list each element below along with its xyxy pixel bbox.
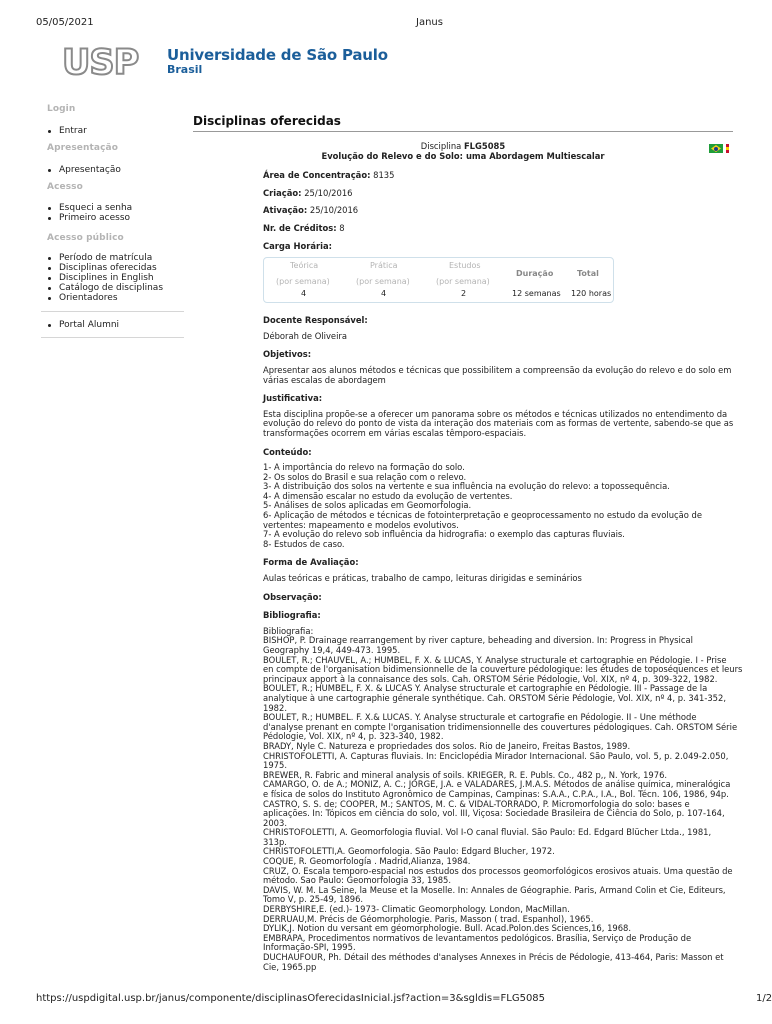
university-name[interactable]: Universidade de São Paulo [167, 46, 388, 64]
bibliography-line: BOULET, R.; HUMBEL, F. X. & LUCAS Y. Analyse structurale et cartographie en Pédologie. III - Passage de la [263, 683, 708, 694]
bibliography-line: COQUE, R. Geomorfología . Madrid,Alianza, 1984. [263, 856, 471, 867]
hours-col-teorica: Teórica [290, 261, 319, 271]
hours-estudos-value: 2 [461, 289, 467, 299]
bibliography-line: DERRUAU,M. Précis de Géomorphologie. Paris, Masson ( trad. Espanhol), 1965. [263, 913, 594, 924]
list-item: 3- A distribuição dos solos na vertente e sua influência na evolução do relevo: a topossequência. [263, 481, 670, 492]
conteudo-heading: Conteúdo: [263, 446, 312, 457]
bibliography-line: DERBYSHIRE,E. (ed.)- 1973- Climatic Geomorphology. London, MacMillan. [263, 904, 570, 915]
list-item: 6- Aplicação de métodos e técnicas de fotointerpretação e geoprocessamento no estudo da evolução de [263, 510, 703, 521]
bibliography-line: CASTRO, S. S. de; COOPER, M.; SANTOS, M. C. & VIDAL-TORRADO, P. Micromorfologia do solo: bases e [263, 798, 690, 809]
conteudo-list [263, 463, 768, 549]
list-item: 8- Estudos de caso. [263, 538, 345, 549]
list-item: 2- Os solos do Brasil e sua relação com o relevo. [263, 471, 467, 482]
bibliography-line: aplicações. In: Tópicos em ciência do solo, vol. III, Viçosa: Sociedade Brasileira de Ciência do Solo, p. 107-164, [263, 808, 725, 819]
bibliography-line: Pédologie, Vol. XIX, nº 4, p. 323-340, 1982. [263, 731, 444, 742]
hours-table [263, 257, 614, 303]
field-ativacao: Ativação: 25/10/2016 [263, 205, 359, 216]
bibliography-line: CHRISTOFOLETTI,A. Geomorfologia. São Paulo: Edgard Blucher, 1972. [263, 846, 555, 857]
sidebar-item-disciplinas-oferecidas[interactable]: Disciplinas oferecidas [59, 263, 184, 273]
observacao-heading: Observação: [263, 591, 322, 602]
bibliography-line: DUCHAUFOUR, Ph. Détail des méthodes d'analyses Annexes in Précis de Pédologie, 413-464, Paris: Masson et [263, 952, 724, 962]
bibliography-line: DAVIS, W. M. La Seine, la Meuse et la Moselle. In: Annales de Géographie. Paris, Armand Colin et Cie, Editeurs, [263, 884, 726, 895]
hours-teorica-value: 4 [301, 289, 307, 299]
bibliography-line: Geography 19,4, 449-473. 1995. [263, 645, 401, 655]
bibliografia-heading: Bibliografia: [263, 610, 321, 621]
justificativa-text: Esta disciplina propõe-se a oferecer um panorama sobre os métodos e técnicas utilizados no entendimento da evolução do relevo do ponto de vista da interação dos materiais com as formas de vertente, sabendo-se que as transformações ocorrem em várias escalas têmporo-espaciais. [263, 408, 734, 438]
bibliography-line: CRUZ, O. Escala temporo-espacial nos estudos dos processos geomorfológicos erosivos atuais. Uma questão de [263, 865, 733, 876]
hours-col-estudos: Estudos [449, 261, 481, 271]
bibliography-line: BRADY, Nyle C. Natureza e propriedades dos solos. Rio de Janeiro, Freitas Bastos, 1989. [263, 740, 631, 751]
sidebar-item-primeiro-acesso[interactable]: Primeiro acesso [59, 213, 184, 223]
print-url: https://uspdigital.usp.br/janus/componente/disciplinasOferecidasInicial.jsf?action=3&sgldis=FLG5085 [36, 993, 546, 1004]
bibliography-line: CHRISTOFOLETTI, A. Geomorfologia fluvial. Vol I-O canal fluvial. São Paulo: Ed. Edgard Blücher Ltda., 1981, [263, 827, 712, 838]
discipline-code: FLG5085 [463, 141, 506, 151]
bibliography-line: 1975. [263, 760, 287, 771]
justificativa-heading: Justificativa: [263, 393, 323, 404]
bibliography-line: analytique à une cartographie génerale synthétique. Cah. ORSTOM Série Pédologie, Vol. XIX, nº 4, p. 341-352, [263, 692, 726, 703]
sidebar [41, 100, 184, 338]
hours-col-duracao: Duração [516, 269, 554, 279]
bibliography-line: BOULET, R.; CHAUVEL, A.; HUMBEL, F. X. & LUCAS, Y. Analyse structurale et cartographie en Pédologie. I - Prise [263, 654, 727, 665]
discipline-prefix: Disciplina [420, 141, 462, 151]
sidebar-item-entrar[interactable]: Entrar [59, 126, 184, 136]
flag-spain-icon[interactable] [726, 144, 729, 153]
sidebar-section-apresentacao: Apresentação [47, 143, 118, 153]
field-creditos: Nr. de Créditos: 8 [263, 222, 345, 233]
list-item: vertentes: mapeamento e modelos evolutivos. [263, 519, 459, 530]
discipline-header [263, 142, 663, 161]
bibliography-line: 313p. [263, 836, 287, 847]
print-date: 05/05/2021 [36, 17, 94, 28]
hours-col-total: Total [577, 269, 599, 279]
sidebar-section-acesso-publico: Acesso público [47, 233, 124, 243]
field-carga-horaria: Carga Horária: [263, 240, 333, 251]
bibliography-line: Bibliografia: [263, 625, 314, 636]
sidebar-section-login: Login [47, 104, 76, 114]
avaliacao-text: Aulas teóricas e práticas, trabalho de campo, leituras dirigidas e seminários [263, 573, 582, 584]
sidebar-item-esqueci-senha[interactable]: Esqueci a senha [59, 203, 184, 213]
sidebar-divider [41, 337, 184, 338]
bibliography-line: d'analyse prenant en compte l'organisation tridimensionnelle des couvertures pédologiques. Cah. ORSTOM Série [263, 721, 738, 732]
hours-pratica-value: 4 [381, 289, 387, 299]
language-flags [709, 144, 739, 154]
hours-duracao-value: 12 semanas [512, 289, 561, 299]
bibliografia-list [263, 627, 768, 972]
bibliography-line: método. Sao Paulo: Geomorfologia 33, 1985. [263, 875, 452, 886]
sidebar-item-periodo-matricula[interactable]: Período de matrícula [59, 253, 184, 263]
field-area: Área de Concentração: 8135 [263, 170, 395, 181]
main-content [193, 114, 768, 972]
bibliography-line: CHRISTOFOLETTI, A. Capturas fluviais. In: Enciclopédia Mirador Internacional. São Paulo, vol. 5, p. 2.049-2.050, [263, 750, 729, 761]
print-page-number: 1/2 [756, 993, 772, 1004]
sidebar-item-disciplines-english[interactable]: Disciplines in English [59, 273, 184, 283]
list-item: 4- A dimensão escalar no estudo da evolução de vertentes. [263, 490, 513, 501]
flag-brazil-icon[interactable] [709, 144, 723, 153]
hours-per-week: (por semana) [436, 277, 490, 287]
sidebar-item-apresentacao[interactable]: Apresentação [59, 165, 184, 175]
print-title: Janus [416, 17, 443, 28]
bibliography-line: 2003. [263, 817, 287, 828]
field-criacao: Criação: 25/10/2016 [263, 187, 353, 198]
sidebar-item-catalogo[interactable]: Catálogo de disciplinas [59, 283, 184, 293]
discipline-name: Evolução do Relevo e do Solo: uma Abordagem Multiescalar [321, 150, 605, 161]
print-header [36, 17, 768, 31]
sidebar-section-acesso: Acesso [47, 182, 83, 192]
page-title: Disciplinas oferecidas [193, 114, 733, 132]
bibliography-line: BISHOP, P. Drainage rearrangement by river capture, beheading and diversion. In: Progress in Physical [263, 635, 693, 646]
bibliography-line: en compte de l'organisation bidimensionnelle de la couverture pédologique: les études de toposéquences et leurs [263, 664, 743, 675]
bibliography-line: 1982. [263, 702, 287, 713]
bibliography-line: CAMARGO, O. de A.; MONIZ, A. C.; JORGE, J.A. e VALADARES, J.M.A.S. Métodos de análise química, mineralógica [263, 779, 731, 790]
bibliography-line: BREWER, R. Fabric and mineral analysis of soils. KRIEGER, R. E. Publs. Co., 482 p,, N. York, 1976. [263, 769, 668, 780]
hours-total-value: 120 horas [571, 289, 612, 299]
hours-per-week: (por semana) [356, 277, 410, 287]
docente-heading: Docente Responsável: [263, 315, 368, 326]
hours-per-week: (por semana) [276, 277, 330, 287]
list-item: 7- A evolução do relevo sob influência da hidrografia: o exemplo das capturas fluviais. [263, 529, 625, 540]
objetivos-heading: Objetivos: [263, 349, 312, 360]
bibliography-line: BOULET, R.; HUMBEL. F. X.& LUCAS. Y. Analyse structurale et cartografie en Pédologie. II - Une méthode [263, 712, 697, 723]
docente-name: Déborah de Oliveira [263, 330, 347, 341]
avaliacao-heading: Forma de Avaliação: [263, 557, 359, 568]
bibliography-line: Cie, 1965.pp [263, 961, 317, 972]
bibliography-line: Tomo V, p. 25-49, 1896. [263, 894, 364, 905]
sidebar-item-portal-alumni[interactable]: Portal Alumni [59, 320, 184, 330]
usp-logo[interactable] [62, 43, 150, 83]
hours-col-pratica: Prática [370, 261, 398, 271]
svg-text:USP: USP [62, 43, 139, 83]
list-item: 5- Análises de solos aplicadas em Geomorfologia. [263, 500, 472, 511]
bibliography-line: EMBRAPA, Procedimentos normativos de levantamentos pedológicos. Brasília, Serviço de Produção de [263, 932, 692, 943]
university-country: Brasil [167, 63, 203, 76]
bibliography-line: e física de solos do Instituto Agronômico de Campinas, Campinas: S.A.A., C.P.A., I.A., Bol. Técn. 106, 1986, 94p. [263, 788, 729, 799]
bibliography-line: Informação-SPI, 1995. [263, 942, 356, 953]
objetivos-text: Apresentar aos alunos métodos e técnicas que possibilitem a compreensão da evolução do relevo e do solo em várias escalas de abordagem [263, 364, 732, 385]
list-item: 1- A importância do relevo na formação do solo. [263, 462, 465, 473]
sidebar-item-orientadores[interactable]: Orientadores [59, 293, 184, 303]
bibliography-line: DYLIK,J. Notion du versant em géomorphologie. Bull. Acad.Polon.des Sciences,16, 1968. [263, 923, 632, 934]
bibliography-line: principaux apport à la connaisance des sols. Cah. ORSTOM Série Pédologie, Vol. XIX, nº 4, p. 309-322, 1982. [263, 673, 718, 684]
